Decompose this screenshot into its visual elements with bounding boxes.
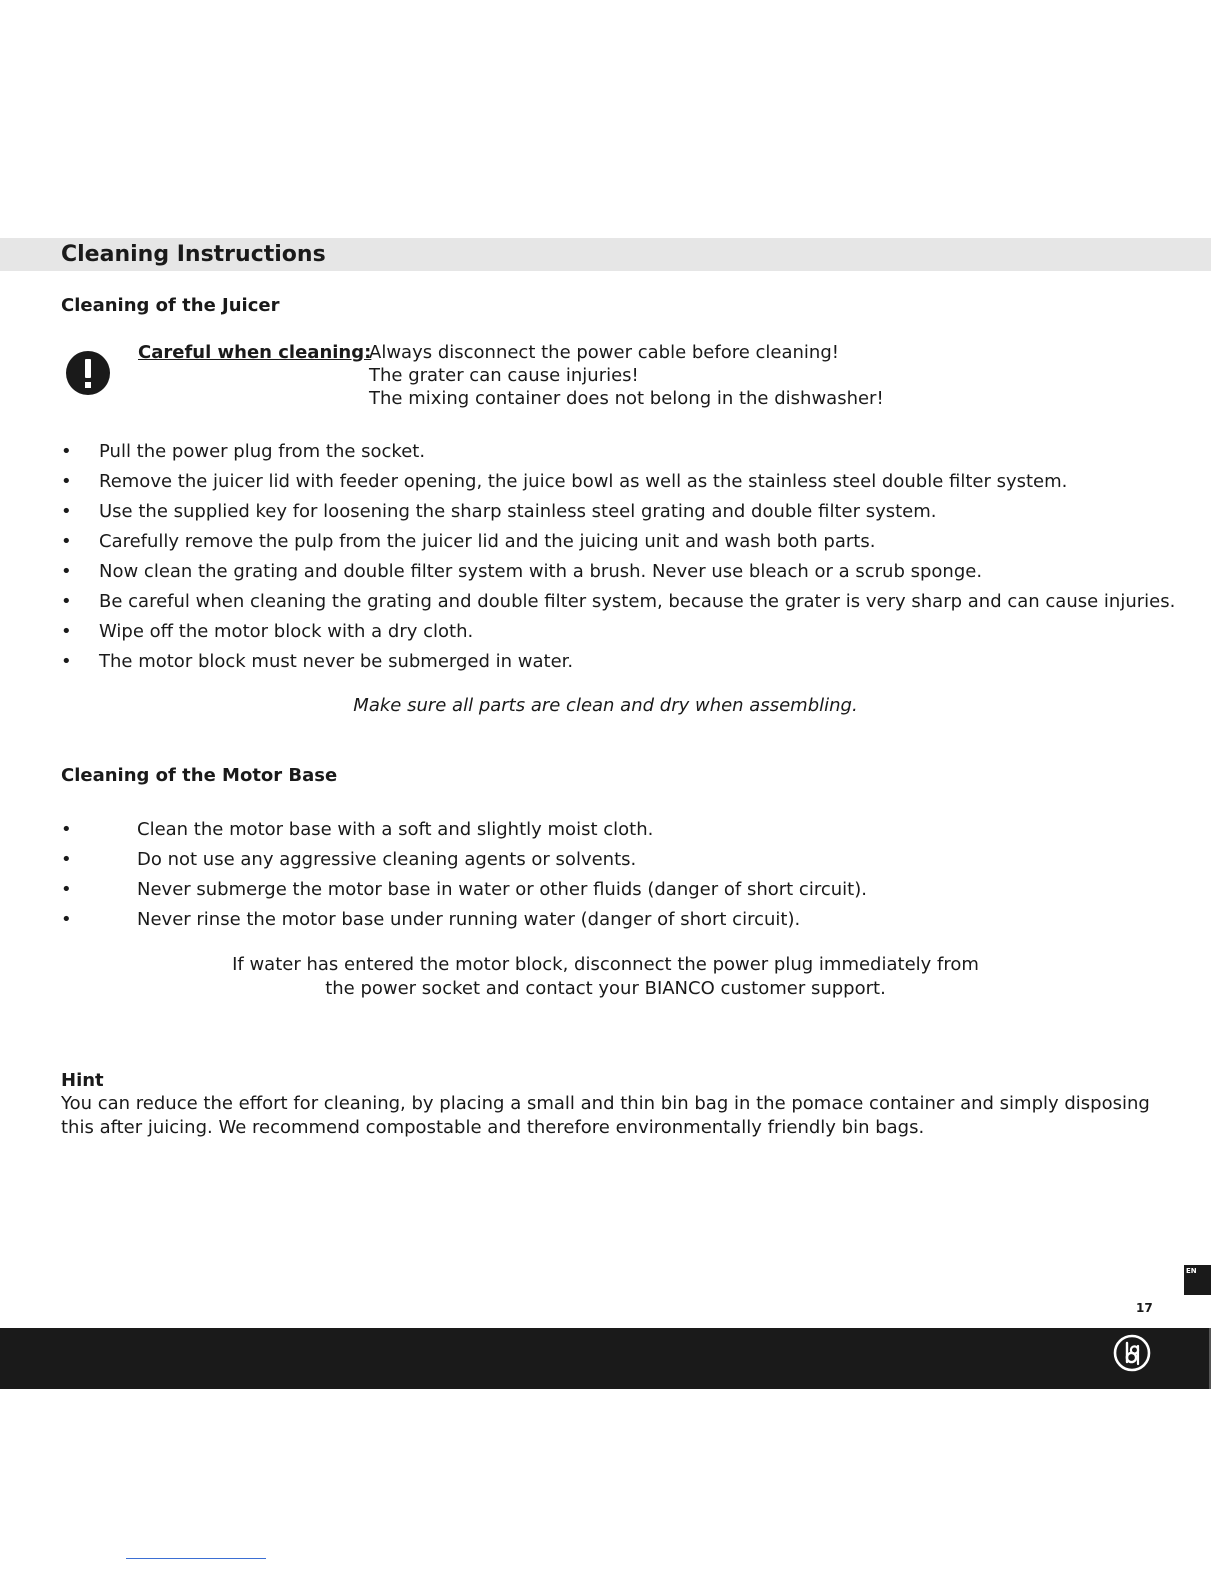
page-number: 17 bbox=[1136, 1301, 1153, 1315]
hint-text: You can reduce the effort for cleaning, by placing a small and thin bin bag in the pomace container and simply disposing this after juicing. We recommend compostable and therefore environmentally friendly bin bags. bbox=[61, 1093, 1150, 1138]
warning-icon bbox=[66, 351, 110, 395]
motor-base-steps-list bbox=[61, 815, 867, 935]
bullet-icon: • bbox=[61, 591, 72, 612]
list-item-text: Never rinse the motor base under running water (danger of short circuit). bbox=[137, 909, 801, 930]
bianco-logo-icon bbox=[1112, 1333, 1152, 1373]
bullet-icon: • bbox=[61, 621, 72, 642]
language-tab: EN bbox=[1184, 1265, 1211, 1295]
list-item bbox=[61, 875, 867, 905]
warning-line: The grater can cause injuries! bbox=[369, 365, 639, 386]
assembly-note: Make sure all parts are clean and dry when assembling. bbox=[353, 695, 858, 716]
water-warning-line: If water has entered the motor block, disconnect the power plug immediately from bbox=[232, 954, 979, 975]
list-item bbox=[61, 647, 1175, 677]
bullet-icon: • bbox=[61, 651, 72, 672]
list-item-text: Pull the power plug from the socket. bbox=[99, 441, 426, 462]
list-item-text: Be careful when cleaning the grating and double filter system, because the grater is very sharp and can cause injuries. bbox=[99, 591, 1176, 612]
bullet-icon: • bbox=[61, 909, 72, 930]
list-item-text: Use the supplied key for loosening the sharp stainless steel grating and double filter system. bbox=[99, 501, 937, 522]
list-item-text: The motor block must never be submerged in water. bbox=[99, 651, 574, 672]
list-item-text: Remove the juicer lid with feeder opening, the juice bowl as well as the stainless steel double filter system. bbox=[99, 471, 1068, 492]
warning-label: Careful when cleaning: bbox=[138, 342, 372, 363]
list-item-text: Wipe off the motor block with a dry cloth. bbox=[99, 621, 474, 642]
list-item bbox=[61, 467, 1175, 497]
motor-base-heading: Cleaning of the Motor Base bbox=[61, 765, 338, 786]
bullet-icon: • bbox=[61, 879, 72, 900]
bullet-icon: • bbox=[61, 561, 72, 582]
list-item bbox=[61, 587, 1175, 617]
list-item bbox=[61, 845, 867, 875]
list-item bbox=[61, 815, 867, 845]
list-item-text: Now clean the grating and double filter system with a brush. Never use bleach or a scrub sponge. bbox=[99, 561, 983, 582]
list-item bbox=[61, 617, 1175, 647]
link-underline bbox=[126, 1558, 266, 1559]
water-warning-line: the power socket and contact your BIANCO customer support. bbox=[325, 978, 886, 999]
bullet-icon: • bbox=[61, 531, 72, 552]
bullet-icon: • bbox=[61, 441, 72, 462]
page-title: Cleaning Instructions bbox=[61, 242, 326, 267]
footer-edge bbox=[1209, 1328, 1211, 1389]
list-item-text: Never submerge the motor base in water or other fluids (danger of short circuit). bbox=[137, 879, 867, 900]
warning-line: The mixing container does not belong in the dishwasher! bbox=[369, 388, 884, 409]
list-item bbox=[61, 557, 1175, 587]
list-item bbox=[61, 527, 1175, 557]
bullet-icon: • bbox=[61, 501, 72, 522]
warning-line: Always disconnect the power cable before cleaning! bbox=[369, 342, 839, 363]
list-item-text: Do not use any aggressive cleaning agents or solvents. bbox=[137, 849, 637, 870]
list-item bbox=[61, 497, 1175, 527]
bullet-icon: • bbox=[61, 849, 72, 870]
juicer-cleaning-heading: Cleaning of the Juicer bbox=[61, 295, 280, 316]
list-item-text: Carefully remove the pulp from the juicer lid and the juicing unit and wash both parts. bbox=[99, 531, 876, 552]
bullet-icon: • bbox=[61, 471, 72, 492]
list-item-text: Clean the motor base with a soft and slightly moist cloth. bbox=[137, 819, 654, 840]
bullet-icon: • bbox=[61, 819, 72, 840]
hint-title: Hint bbox=[61, 1070, 104, 1091]
list-item bbox=[61, 437, 1175, 467]
warning-text bbox=[369, 341, 884, 410]
footer-bar bbox=[0, 1328, 1209, 1389]
juicer-steps-list bbox=[61, 437, 1175, 677]
list-item bbox=[61, 905, 867, 935]
